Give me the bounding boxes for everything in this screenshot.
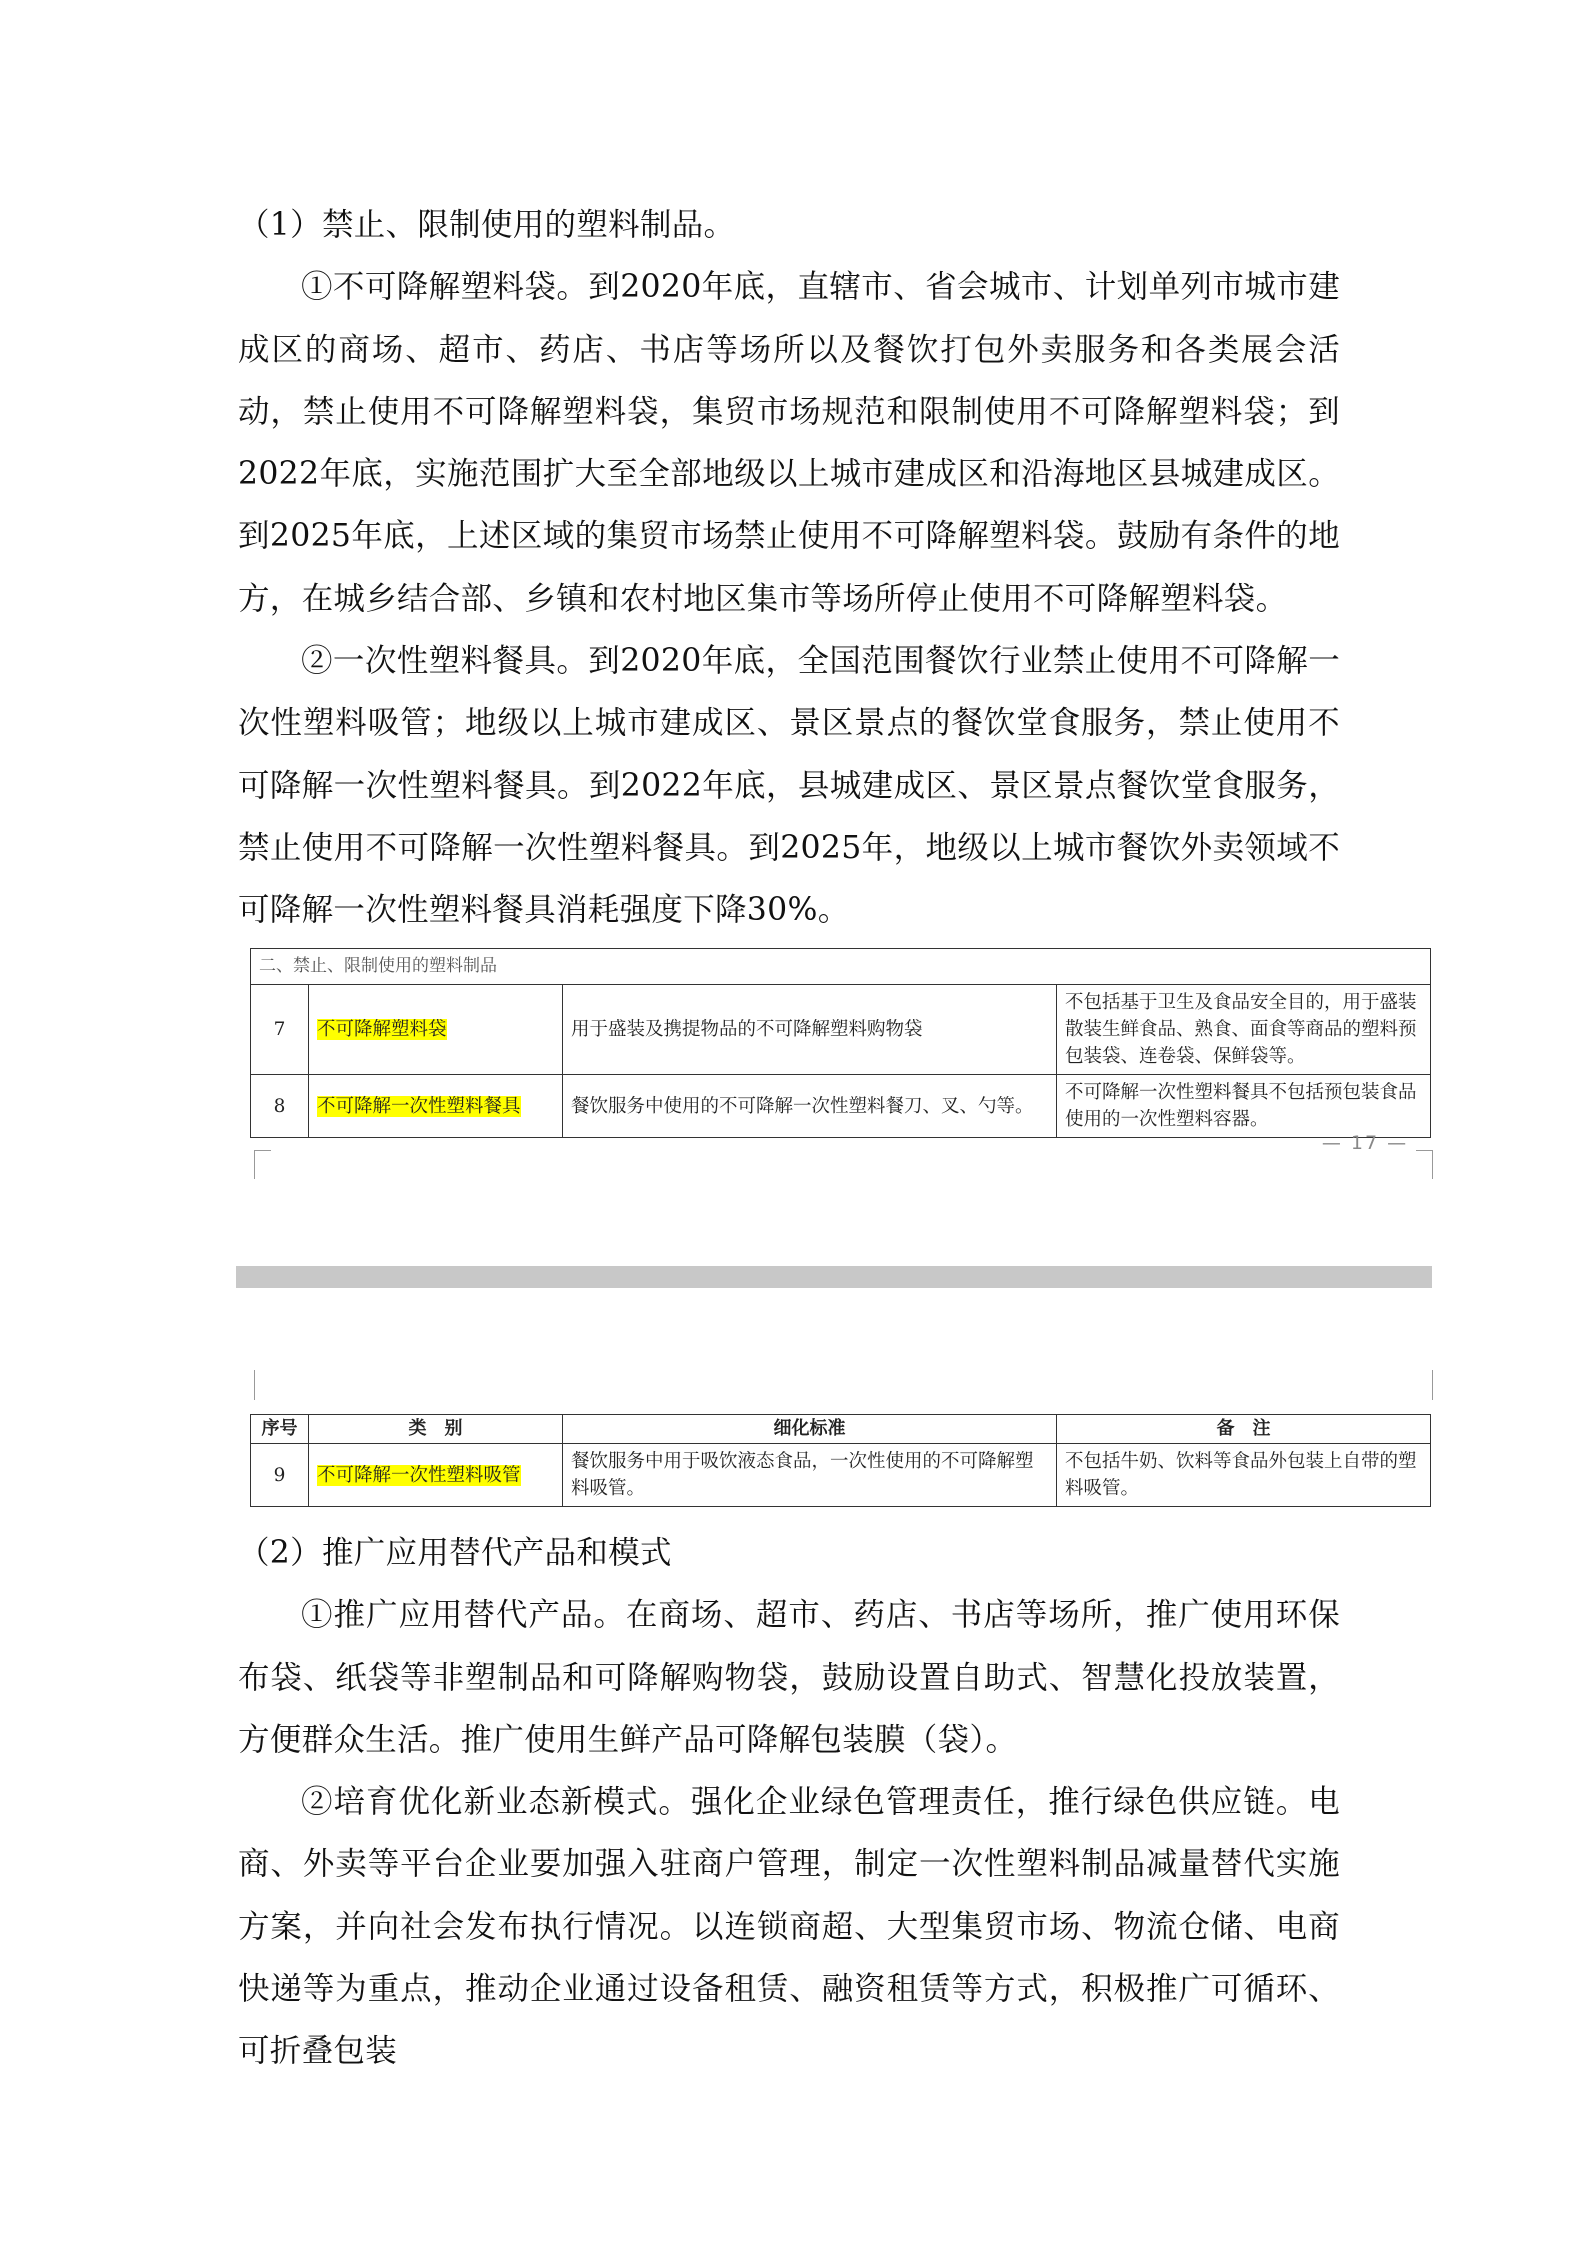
page-corner-mark [254,1370,271,1400]
page-corner-mark [1416,1150,1433,1179]
header-standard: 细化标准 [563,1415,1057,1444]
row-standard: 用于盛装及携提物品的不可降解塑料购物袋 [563,985,1057,1075]
page-number: — 17 — [1321,1132,1409,1154]
page-separator [236,1266,1432,1288]
row-category [309,1075,563,1138]
row-number: 9 [251,1444,309,1507]
section-2-heading: （2）推广应用替代产品和模式 [238,1535,672,1571]
row-standard: 餐饮服务中使用的不可降解一次性塑料餐刀、叉、勺等。 [563,1075,1057,1138]
regulation-table-part-1 [250,948,1431,1138]
row-category [309,1444,563,1507]
page-corner-mark [1416,1370,1433,1400]
header-number: 序号 [251,1415,309,1444]
table-row [251,985,1431,1075]
row-note: 不可降解一次性塑料餐具不包括预包装食品使用的一次性塑料容器。 [1057,1075,1431,1138]
section-2-text [238,1522,1340,2083]
table-row [251,1075,1431,1138]
row-note: 不包括牛奶、饮料等食品外包装上自带的塑料吸管。 [1057,1444,1431,1507]
header-note: 备 注 [1057,1415,1431,1444]
row-number: 7 [251,985,309,1075]
highlighted-category: 不可降解塑料袋 [317,1019,447,1040]
highlighted-category: 不可降解一次性塑料餐具 [317,1095,521,1117]
section-1-text [238,194,1340,942]
row-number: 8 [251,1075,309,1138]
section-1-heading: （1）禁止、限制使用的塑料制品。 [238,207,736,243]
row-standard: 餐饮服务中用于吸饮液态食品，一次性使用的不可降解塑料吸管。 [563,1444,1057,1507]
row-note: 不包括基于卫生及食品安全目的，用于盛装散装生鲜食品、熟食、面食等商品的塑料预包装袋、连卷袋、保鲜袋等。 [1057,985,1431,1075]
page-corner-mark [254,1150,271,1179]
row-category [309,985,563,1075]
paragraph-plastic-bags: ①不可降解塑料袋。到2020年底，直辖市、省会城市、计划单列市城市建成区的商场、超市、药店、书店等场所以及餐饮打包外卖服务和各类展会活动，禁止使用不可降解塑料袋，集贸市场规范和限制使用不可降解塑料袋；到2022年底，实施范围扩大至全部地级以上城市建成区和沿海地区县城建成区。到2025年底，上述区域的集贸市场禁止使用不可降解塑料袋。鼓励有条件的地方，在城乡结合部、乡镇和农村地区集市等场所停止使用不可降解塑料袋。 [238,269,1340,617]
paragraph-new-business-models: ②培育优化新业态新模式。强化企业绿色管理责任，推行绿色供应链。电商、外卖等平台企业要加强入驻商户管理，制定一次性塑料制品减量替代实施方案，并向社会发布执行情况。以连锁商超、大型集贸市场、物流仓储、电商快递等为重点，推动企业通过设备租赁、融资租赁等方式，积极推广可循环、可折叠包装 [238,1784,1340,2070]
table-section-title: 二、禁止、限制使用的塑料制品 [251,949,1431,985]
table-row [251,1444,1431,1507]
table-section-row [251,949,1431,985]
paragraph-disposable-tableware: ②一次性塑料餐具。到2020年底，全国范围餐饮行业禁止使用不可降解一次性塑料吸管；地级以上城市建成区、景区景点的餐饮堂食服务，禁止使用不可降解一次性塑料餐具。到2022年底，县城建成区、景区景点餐饮堂食服务，禁止使用不可降解一次性塑料餐具。到2025年，地级以上城市餐饮外卖领域不可降解一次性塑料餐具消耗强度下降30%。 [238,643,1340,929]
header-category: 类 别 [309,1415,563,1444]
table-header-row [251,1415,1431,1444]
highlighted-category: 不可降解一次性塑料吸管 [317,1464,521,1486]
regulation-table-part-2 [250,1414,1431,1507]
paragraph-alternative-products: ①推广应用替代产品。在商场、超市、药店、书店等场所，推广使用环保布袋、纸袋等非塑制品和可降解购物袋，鼓励设置自助式、智慧化投放装置，方便群众生活。推广使用生鲜产品可降解包装膜（袋）。 [238,1597,1340,1758]
